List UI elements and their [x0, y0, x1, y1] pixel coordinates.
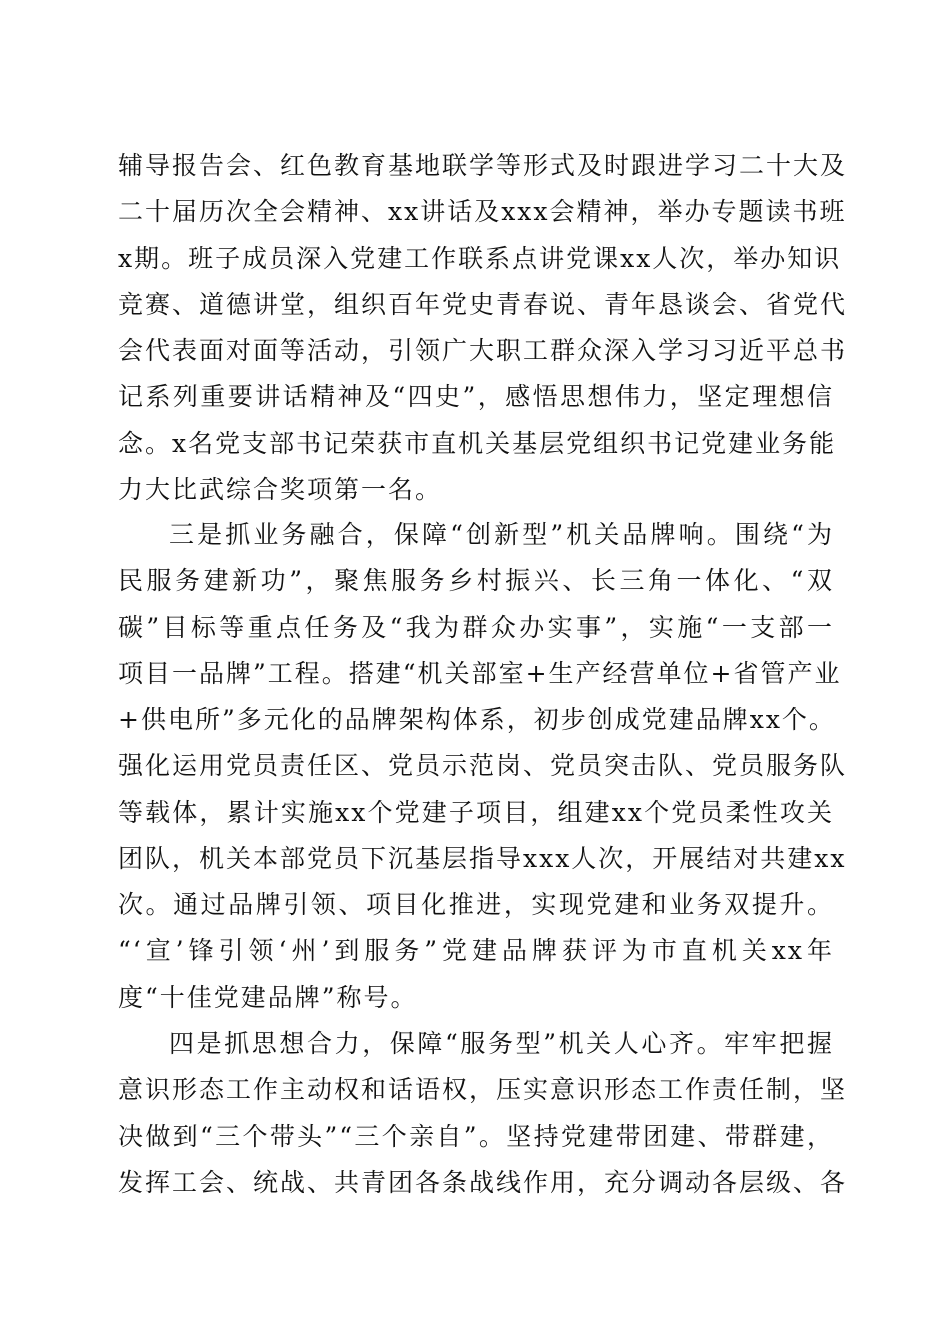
text-line: 记系列重要讲话精神及“四史”，感悟思想伟力，坚定理想信	[118, 382, 834, 412]
paragraph-ideological-unity	[118, 1021, 848, 1206]
text-line: 民服务建新功”，聚焦服务乡村振兴、长三角一体化、“双	[118, 566, 834, 596]
text-line: 四是抓思想合力，保障“服务型”机关人心齐。牢牢把握	[169, 1029, 834, 1058]
text-line: x期。班子成员深入党建工作联系点讲党课xx人次，举办知识	[118, 243, 842, 273]
text-line: “‘宣’锋引领‘州’到服务”党建品牌获评为市直机关xx年	[118, 936, 834, 966]
paragraph-study-activities	[118, 143, 848, 513]
text-line: 次。通过品牌引领、项目化推进，实现党建和业务双提升。	[118, 890, 834, 919]
text-line: 竞赛、道德讲堂，组织百年党史青春说、青年恳谈会、省党代	[118, 289, 848, 319]
text-line: 碳”目标等重点任务及“我为群众办实事”，实施“一支部一	[118, 612, 834, 642]
text-line: 二十届历次全会精神、xx讲话及xxx会精神，举办专题读书班	[118, 197, 847, 227]
paragraph-business-integration	[118, 512, 848, 1021]
text-line: 发挥工会、统战、共青团各条战线作用，充分调动各层级、各	[118, 1167, 848, 1197]
text-line: 强化运用党员责任区、党员示范岗、党员突击队、党员服务队	[118, 751, 848, 781]
text-line: 会代表面对面等活动，引领广大职工群众深入学习习近平总书	[118, 336, 848, 365]
text-line: 项目一品牌”工程。搭建“机关部室+生产经营单位+省管产业	[118, 658, 842, 688]
text-line: 三是抓业务融合，保障“创新型”机关品牌响。围绕“为	[169, 520, 834, 549]
text-line: 决做到“三个带头”“三个亲自”。坚持党建带团建、带群建，	[118, 1121, 834, 1151]
text-line: 念。x名党支部书记荣获市直机关基层党组织书记党建业务能	[118, 428, 837, 458]
text-line: 辅导报告会、红色教育基地联学等形式及时跟进学习二十大及	[118, 151, 848, 180]
text-line: +供电所”多元化的品牌架构体系，初步创成党建品牌xx个。	[118, 705, 836, 734]
text-line: 意识形态工作主动权和话语权，压实意识形态工作责任制，坚	[118, 1075, 848, 1105]
text-line: 力大比武综合奖项第一名。	[118, 474, 443, 504]
text-line: 度“十佳党建品牌”称号。	[118, 982, 418, 1012]
text-line: 团队，机关本部党员下沉基层指导xxx人次，开展结对共建xx	[118, 843, 847, 873]
text-line: 等载体，累计实施xx个党建子项目，组建xx个党员柔性攻关	[118, 797, 834, 827]
